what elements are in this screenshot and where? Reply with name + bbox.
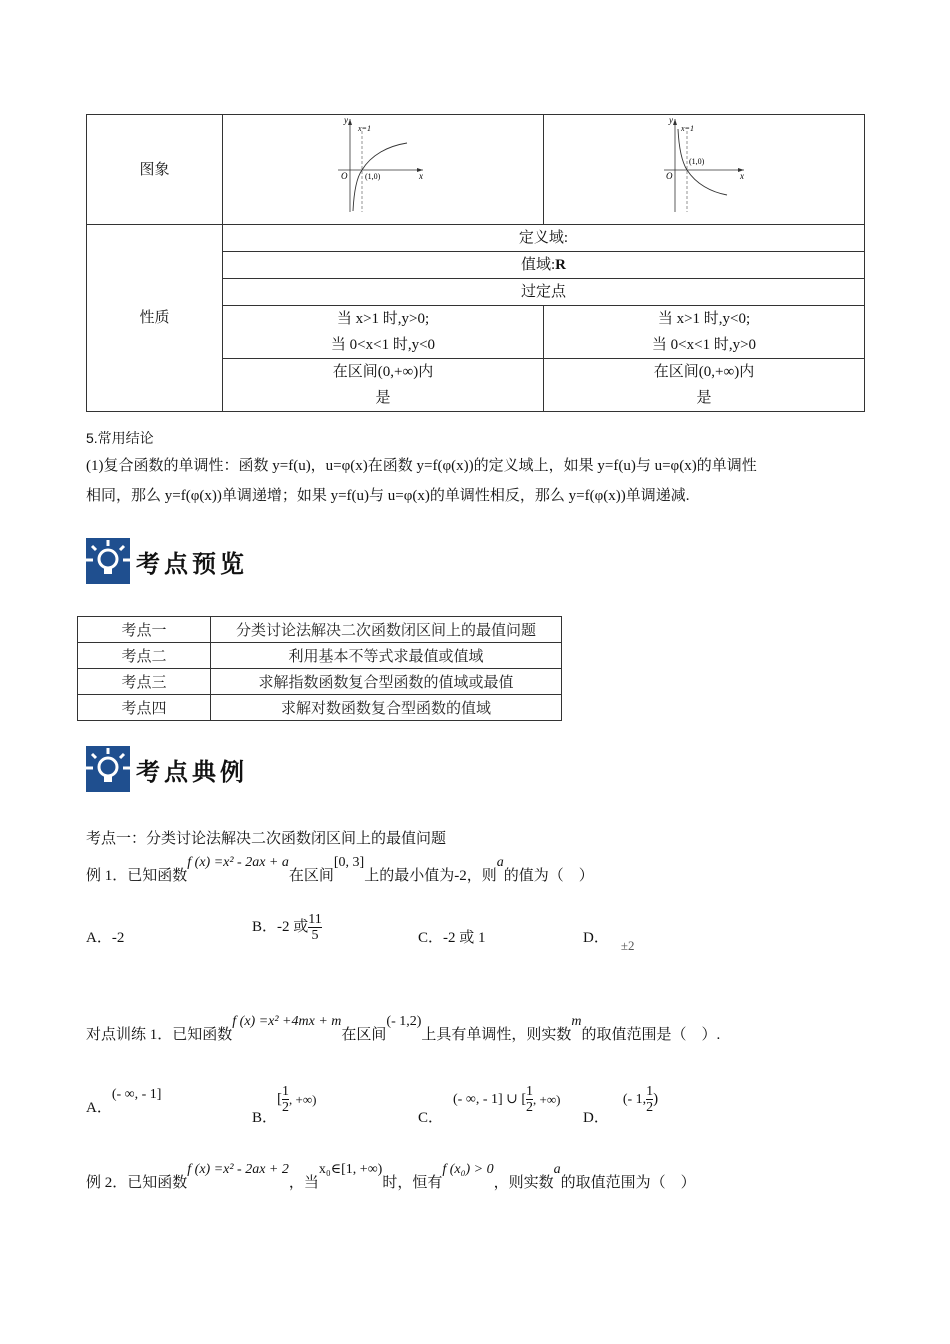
tr1-option-c: C． (- ∞, - 1] ∪ [ $\frac{1}{2}$ , +∞) [418,1084,561,1126]
log-function-table [86,114,865,412]
fixed-point-cell: 过定点 [223,279,865,306]
preview-heading: 考点预览 [86,538,248,584]
ex1-option-d: D． ±2 [583,930,635,953]
topic1-title: 考点一：分类讨论法解决二次函数闭区间上的最值问题 [86,830,447,847]
svg-text:y: y [669,115,673,125]
ex1-option-c: C．-2 或 1 [418,930,486,946]
log-graph-increasing [223,115,543,215]
graph-increasing [223,115,544,225]
examples-heading: 考点典例 [86,746,248,792]
svg-text:y: y [344,115,348,125]
topic-value: 利用基本不等式求最值或值域 [211,643,562,669]
example1-question: 例 1．已知函数f (x) =x² - 2ax + a在区间[0, 3]上的最小值为-2，则a的值为（ ） [86,855,594,884]
mono-right: 在区间(0,+∞)内 是 [544,359,865,412]
topics-table [77,616,562,721]
mono-left: 在区间(0,+∞)内 是 [223,359,544,412]
range-cell: 值域:R [223,252,865,279]
topic-row [78,669,562,695]
domain-cell: 定义域: [223,225,865,252]
tr1-option-d: D． (- 1, $\frac{1}{2}$ ) [583,1084,659,1126]
props-row-label: 性质 [87,225,223,412]
log-graph-decreasing [544,115,864,215]
topic-key: 考点一 [78,617,211,643]
lightbulb-icon [86,538,130,584]
ex1-option-b: B．-2 或 $\frac{11}{5}$ [252,912,322,943]
lightbulb-icon [86,746,130,792]
sign-left: 当 x>1 时,y>0; 当 0<x<1 时,y<0 [223,306,544,359]
topic-value: 求解对数函数复合型函数的值域 [211,695,562,721]
graph-decreasing [544,115,865,225]
topic-key: 考点二 [78,643,211,669]
svg-text:x: x [740,171,744,181]
ex1-option-a: A．-2 [86,930,125,946]
example2-question: 例 2．已知函数f (x) =x² - 2ax + 2，当x₀∈[1, +∞)时，恒有f (x₀) > 0，则实数a的取值范围为（ ） [86,1162,696,1191]
graph-row-label: 图象 [87,115,223,225]
section-body: (1)复合函数的单调性：函数 y=f(u)，u=φ(x)在函数 y=f(φ(x))的定义域上，如果 y=f(u)与 u=φ(x)的单调性 相同，那么 y=f(φ(x))单调递增；如果 y=f(u)与 u=φ(x)的单调性相反，那么 y=f(φ(x))单调递减. [86,458,757,504]
topic-row [78,643,562,669]
svg-text:x=1: x=1 [358,124,371,133]
svg-text:x: x [419,171,423,181]
section-title: 5.常用结论 [86,430,154,446]
sign-right: 当 x>1 时,y<0; 当 0<x<1 时,y>0 [544,306,865,359]
tr1-option-a: A．(- ∞, - 1] [86,1087,162,1116]
svg-text:(1,0): (1,0) [689,157,705,166]
topic-value: 分类讨论法解决二次函数闭区间上的最值问题 [211,617,562,643]
topic-value: 求解指数函数复合型函数的值域或最值 [211,669,562,695]
training1-question: 对点训练 1．已知函数f (x) =x² +4mx + m在区间(- 1,2)上具有单调性，则实数m的取值范围是（ ）. [86,1014,721,1043]
topic-row [78,695,562,721]
svg-text:O: O [341,171,348,181]
topic-key: 考点四 [78,695,211,721]
svg-text:(1,0): (1,0) [365,172,381,181]
svg-text:x=1: x=1 [681,124,694,133]
tr1-option-b: B． [ $\frac{1}{2}$ , +∞) [252,1084,317,1126]
svg-text:O: O [666,171,673,181]
topic-row [78,617,562,643]
topic-key: 考点三 [78,669,211,695]
